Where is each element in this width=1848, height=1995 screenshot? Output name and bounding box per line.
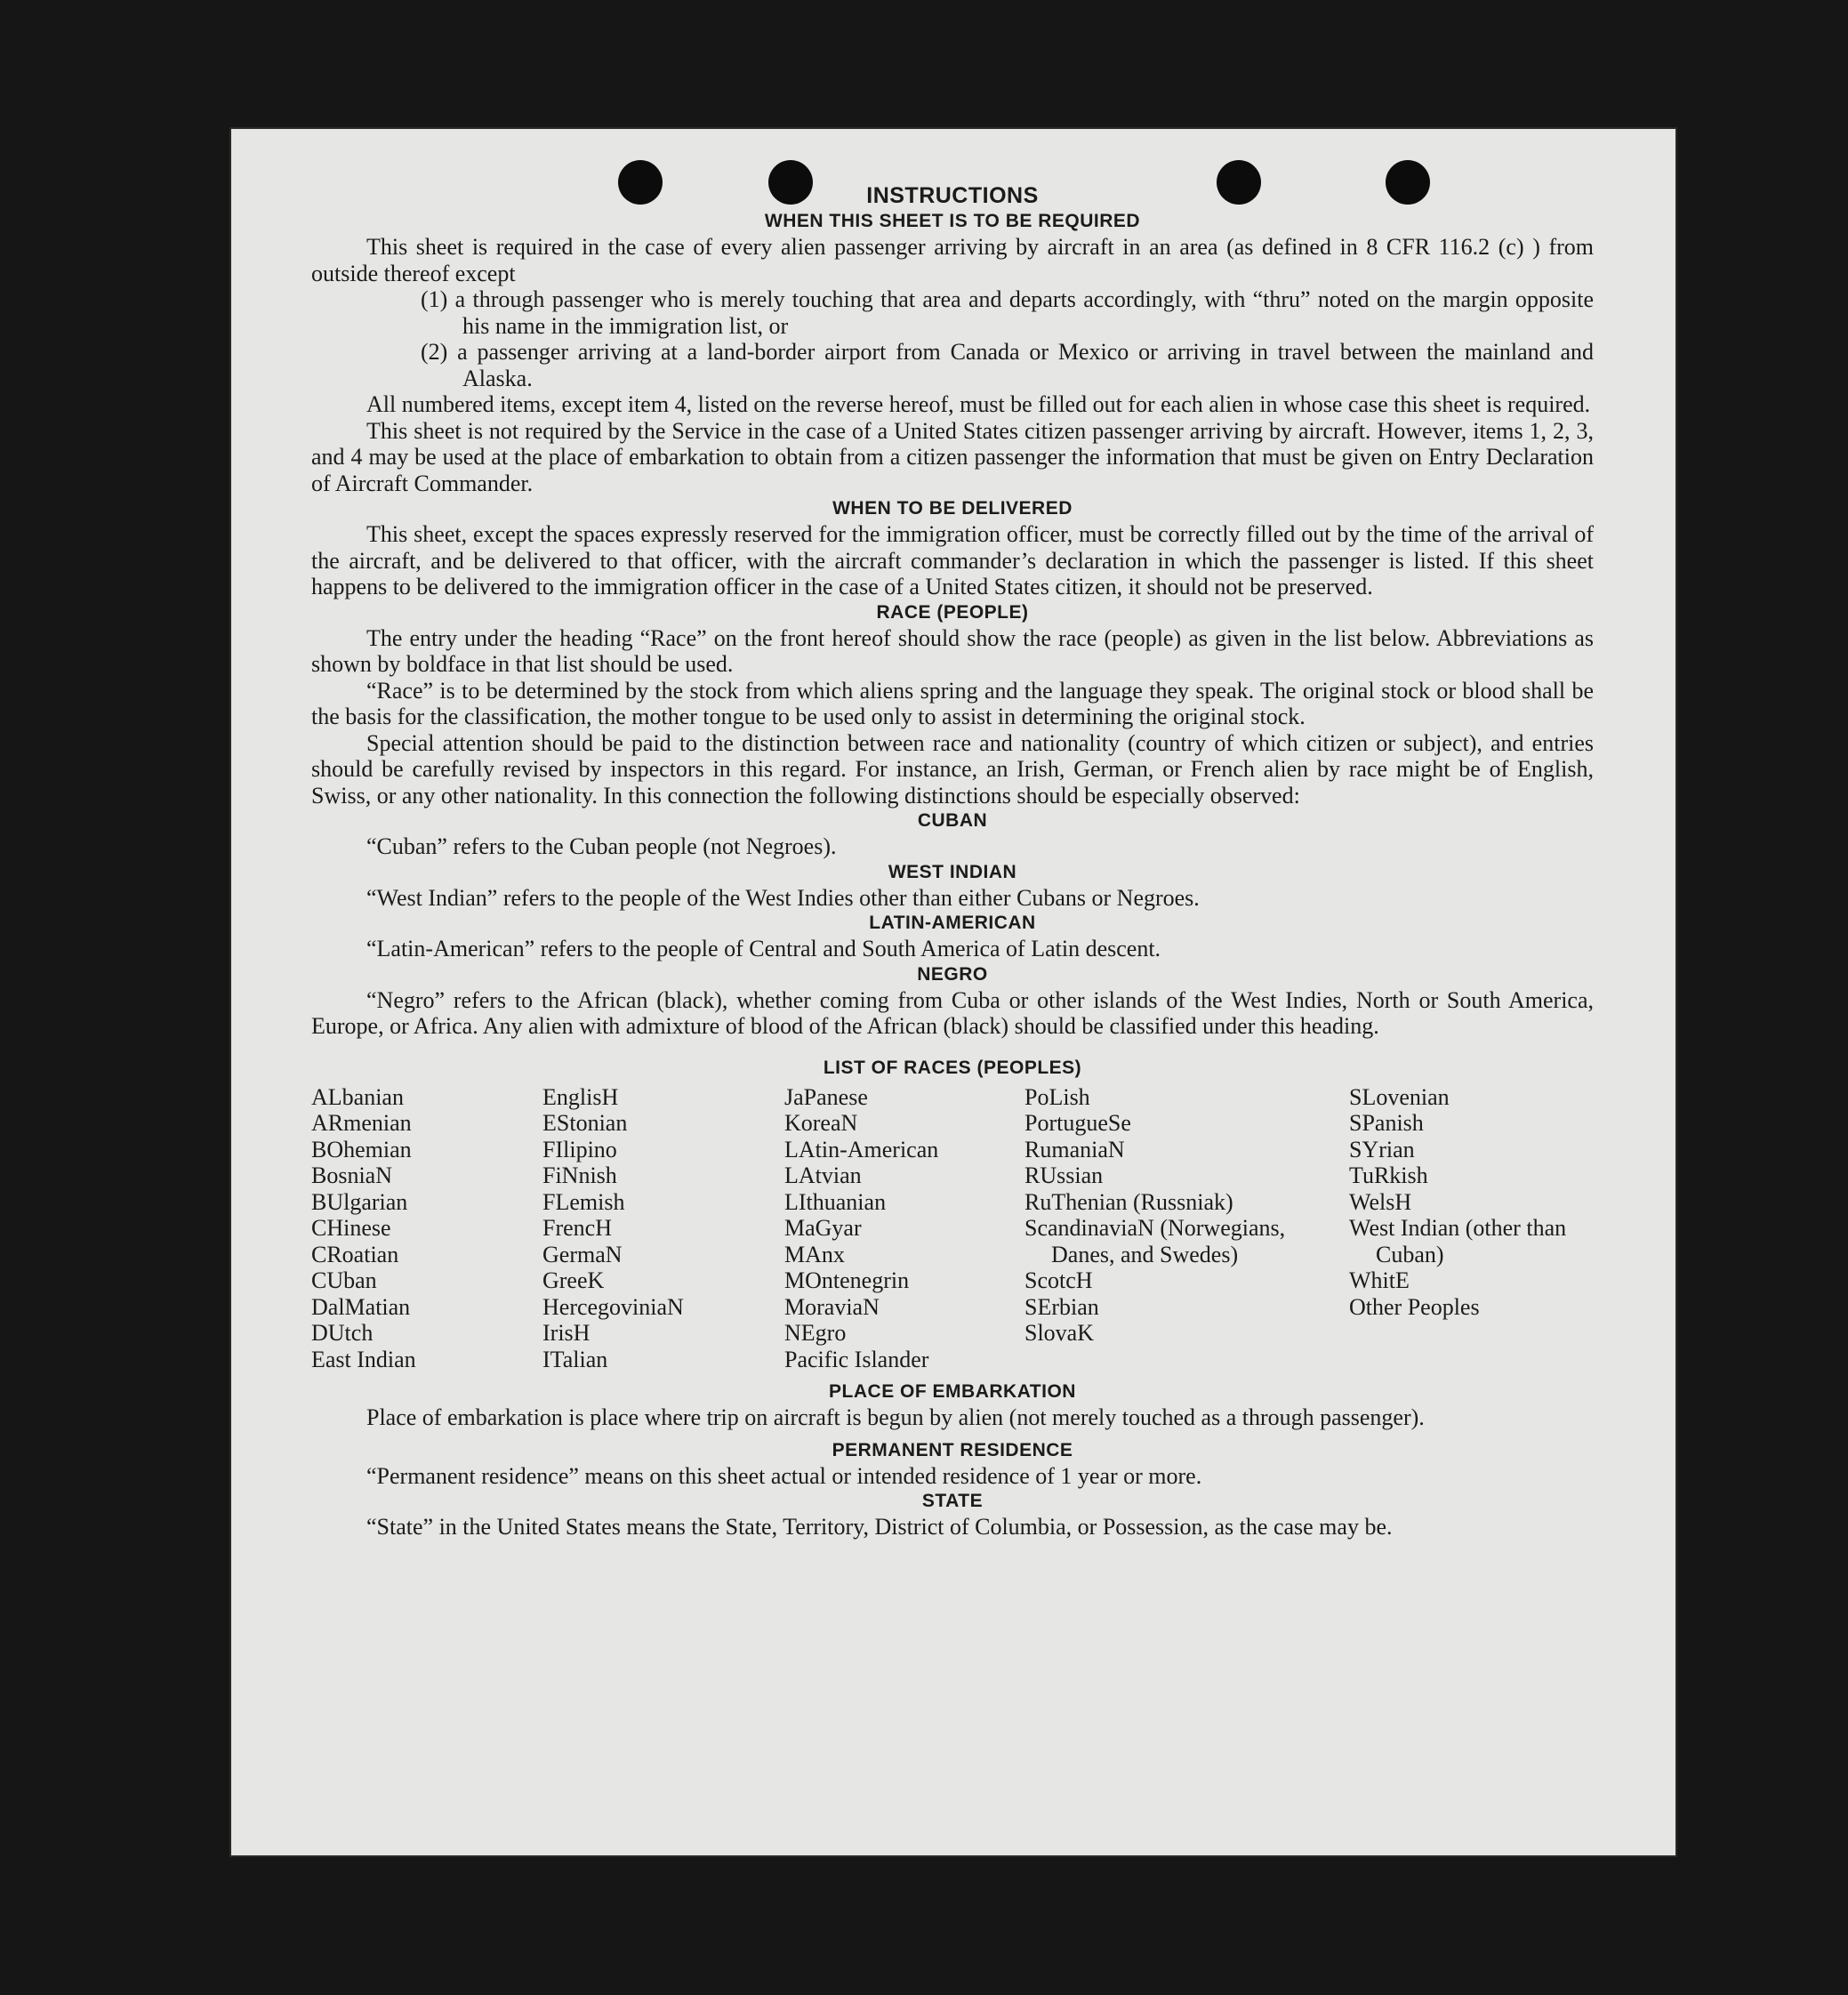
paragraph: “Permanent residence” means on this sheet actual or intended residence of 1 year or more. xyxy=(366,1462,1202,1489)
race-entry: EStonian xyxy=(542,1110,628,1136)
heading-state: STATE xyxy=(921,1491,984,1511)
race-entry: RuThenian (Russniak) xyxy=(1024,1188,1233,1215)
race-entry: RUssian xyxy=(1024,1162,1104,1188)
race-entry: WhitE xyxy=(1349,1267,1410,1293)
race-entry: WelsH xyxy=(1349,1188,1412,1215)
list-item: (2) a passenger arriving at a land-border airport from Canada or Mexico or arriving in travel between the mainland and Alaska. xyxy=(421,339,1594,391)
list-item: (1) a through passenger who is merely touching that area and departs accordingly, with “thru” noted on the margin opposite his name in the immigration list, or xyxy=(421,286,1594,339)
paragraph: Place of embarkation is place where trip on aircraft is begun by alien (not merely touched as a through passenger). xyxy=(366,1404,1425,1430)
race-entry: BOhemian xyxy=(311,1136,412,1162)
races-list xyxy=(311,1084,1594,1373)
instruction-sheet xyxy=(229,127,1677,1857)
heading-permanent-residence: PERMANENT RESIDENCE xyxy=(832,1439,1073,1460)
races-column xyxy=(784,1084,1024,1373)
paragraph: Special attention should be paid to the distinction between race and nationality (country of which citizen or subject), and entries should be carefully revised by inspectors in this regard. For instance, an Irish, German, or French alien by race might be of English, Swiss, or any other nationality. In this connection the following distinctions should be especially observed: xyxy=(311,729,1594,808)
paragraph: This sheet, except the spaces expressly reserved for the immigration officer, must be correctly filled out by the time of the arrival of the aircraft, and be delivered to that officer, with the aircraft commander’s declaration in which the passenger is listed. If this sheet happens to be delivered to the immigration officer in the case of a United States citizen, it should not be preserved. xyxy=(311,521,1594,599)
race-entry: NEgro xyxy=(784,1320,847,1346)
paragraph: This sheet is not required by the Service in the case of a United States citizen passenger arriving by aircraft. However, items 1, 2, 3, and 4 may be used at the place of embarkation to obtain from a citizen passenger the information that must be given on Entry Declaration of Aircraft Commander. xyxy=(311,417,1594,496)
heading-west-indian: WEST INDIAN xyxy=(888,861,1017,882)
race-entry: FiNnish xyxy=(542,1162,617,1188)
race-entry: GreeK xyxy=(542,1267,605,1293)
race-entry: SYrian xyxy=(1349,1136,1415,1162)
race-entry: HercegoviniaN xyxy=(542,1293,684,1320)
race-entry: JaPanese xyxy=(784,1083,868,1110)
heading-list-of-races: LIST OF RACES (PEOPLES) xyxy=(823,1057,1082,1078)
race-entry: SlovaK xyxy=(1024,1320,1094,1346)
race-entry: ITalian xyxy=(542,1346,608,1372)
race-entry: ScotcH xyxy=(1024,1267,1093,1293)
race-entry: BosniaN xyxy=(311,1162,392,1188)
race-entry: FrencH xyxy=(542,1215,612,1241)
paragraph: The entry under the heading “Race” on the front hereof should show the race (people) as given in the list below. Abbreviations as shown by boldface in that list should be used. xyxy=(311,624,1594,677)
race-entry: FIlipino xyxy=(542,1136,617,1162)
race-entry: Pacific Islander xyxy=(784,1346,929,1372)
paragraph: “Race” is to be determined by the stock from which aliens spring and the language they speak. The original stock or blood shall be the basis for the classification, the mother tongue to be used only to assist in determining the original stock. xyxy=(311,677,1594,729)
race-entry: IrisH xyxy=(542,1320,591,1346)
heading-delivered: WHEN TO BE DELIVERED xyxy=(832,498,1073,519)
race-entry: RumaniaN xyxy=(1024,1136,1125,1162)
race-entry: LAtin-American xyxy=(784,1136,939,1162)
races-column xyxy=(311,1084,542,1373)
race-entry: MoraviaN xyxy=(784,1293,880,1320)
races-column xyxy=(1024,1084,1349,1373)
paragraph: “West Indian” refers to the people of the West Indies other than either Cubans or Negroes. xyxy=(366,884,1200,911)
race-entry: West Indian (other than Cuban) xyxy=(1349,1215,1567,1267)
document-title: INSTRUCTIONS xyxy=(866,183,1039,208)
race-entry: DalMatian xyxy=(311,1293,411,1320)
races-column xyxy=(1349,1084,1594,1373)
race-entry: MOntenegrin xyxy=(784,1267,910,1293)
paragraph: This sheet is required in the case of every alien passenger arriving by aircraft in an area (as defined in 8 CFR 116.2 (c) ) from outside thereof except xyxy=(311,234,1594,286)
paragraph: “Latin-American” refers to the people of Central and South America of Latin descent. xyxy=(366,936,1161,961)
paragraph: “State” in the United States means the State, Territory, District of Columbia, or Possession, as the case may be. xyxy=(366,1514,1393,1540)
race-entry: Other Peoples xyxy=(1349,1293,1480,1320)
race-entry: LIthuanian xyxy=(784,1188,887,1215)
race-entry: ScandinaviaN (Norwegians, Danes, and Swedes) xyxy=(1024,1215,1286,1267)
sheet-content xyxy=(311,182,1594,1540)
race-entry: BUlgarian xyxy=(311,1188,408,1215)
race-entry: SPanish xyxy=(1349,1110,1424,1136)
race-entry: MAnx xyxy=(784,1241,845,1267)
race-entry: KoreaN xyxy=(784,1110,858,1136)
race-entry: East Indian xyxy=(311,1346,416,1372)
race-entry: ARmenian xyxy=(311,1110,412,1136)
race-entry: SLovenian xyxy=(1349,1083,1450,1110)
race-entry: CHinese xyxy=(311,1215,391,1241)
heading-cuban: CUBAN xyxy=(917,810,988,831)
paragraph: “Negro” refers to the African (black), whether coming from Cuba or other islands of the West Indies, North or South America, Europe, or Africa. Any alien with admixture of blood of the African (black) should be classified under this heading. xyxy=(311,986,1594,1039)
race-entry: TuRkish xyxy=(1349,1162,1428,1188)
race-entry: PortugueSe xyxy=(1024,1110,1131,1136)
heading-latin-american: LATIN-AMERICAN xyxy=(869,913,1036,933)
race-entry: MaGyar xyxy=(784,1215,862,1241)
heading-race: RACE (PEOPLE) xyxy=(876,601,1029,623)
race-entry: DUtch xyxy=(311,1320,374,1346)
race-entry: SErbian xyxy=(1024,1293,1099,1320)
race-entry: EnglisH xyxy=(542,1083,619,1110)
heading-embarkation: PLACE OF EMBARKATION xyxy=(829,1381,1076,1402)
race-entry: CRoatian xyxy=(311,1241,399,1267)
heading-negro: NEGRO xyxy=(917,963,988,985)
races-column xyxy=(542,1084,784,1373)
paragraph: “Cuban” refers to the Cuban people (not Negroes). xyxy=(366,833,837,859)
race-entry: PoLish xyxy=(1024,1083,1090,1110)
race-entry: ALbanian xyxy=(311,1083,404,1110)
race-entry: FLemish xyxy=(542,1188,625,1215)
race-entry: CUban xyxy=(311,1267,377,1293)
race-entry: LAtvian xyxy=(784,1162,862,1188)
heading-required: WHEN THIS SHEET IS TO BE REQUIRED xyxy=(764,211,1141,231)
race-entry: GermaN xyxy=(542,1241,623,1267)
paragraph: All numbered items, except item 4, listed on the reverse hereof, must be filled out for each alien in whose case this sheet is required. xyxy=(366,391,1591,417)
